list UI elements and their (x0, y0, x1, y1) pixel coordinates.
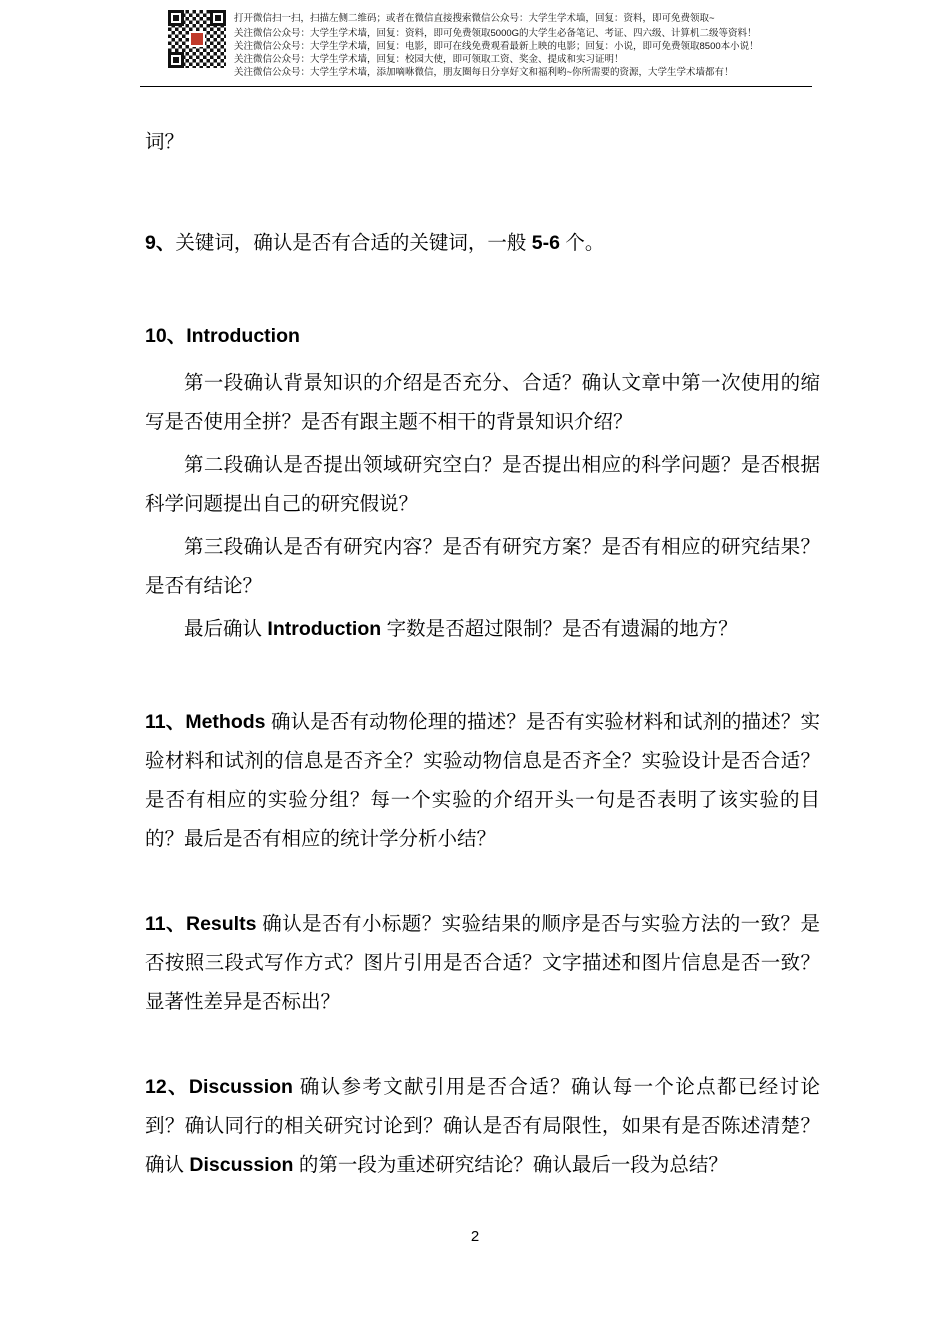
paragraph-intro-third (145, 528, 820, 606)
text-run: 的第一段为重述研究结论？确认最后一段为总结？ (293, 1154, 728, 1176)
header-line: 关注微信公众号：大学生学术墙，添加嘀咻微信，朋友圈每日分享好文和福利哟~你所需要的资源，大学生学术墙都有！ (234, 67, 734, 78)
text-run: Discussion (189, 1154, 294, 1176)
text-run: 确认是否有小标题？实验结果的顺序是否与实验方法的一致？是否按照三段式写作方式？图片引用是否合适？文字描述和图片信息是否一致？显著性差异是否标出？ (145, 913, 820, 1013)
text-run: 11、Methods (145, 711, 266, 733)
text-run: 9、 (145, 232, 176, 254)
page-number: 2 (470, 1228, 480, 1245)
qr-finder-icon (168, 10, 184, 26)
text-run: 12、Discussion (145, 1076, 293, 1098)
heading-item-10-introduction (145, 317, 820, 356)
paragraph-item-11-results (145, 905, 820, 1022)
header-line: 关注微信公众号：大学生学术墙，回复：电影，即可在线免费观看最新上映的电影；回复：小说，即可免费领取8500本小说！ (234, 41, 759, 52)
paragraph-intro-final (145, 610, 820, 649)
paragraph-item-11-methods (145, 703, 820, 859)
qr-code-icon (168, 10, 226, 68)
header-divider (140, 86, 812, 87)
paragraph-intro-second (145, 446, 820, 524)
document-body (145, 123, 820, 1185)
header-line: 关注微信公众号：大学生学术墙，回复：校园大使，即可领取工资、奖金、提成和实习证明！ (234, 54, 624, 65)
text-run: 11、Results (145, 913, 257, 935)
text-run: 词？ (145, 131, 185, 153)
text-run: 字数是否超过限制？是否有遗漏的地方？ (381, 618, 738, 640)
page-header (0, 0, 950, 79)
text-run: 最后确认 (184, 618, 268, 640)
qr-finder-icon (210, 10, 226, 26)
text-run: 确认是否有动物伦理的描述？是否有实验材料和试剂的描述？实验材料和试剂的信息是否齐全？实验动物信息是否齐全？实验设计是否合适？是否有相应的实验分组？每一个实验的介绍开头一句是否表明了该实验的目的？最后是否有相应的统计学分析小结？ (145, 711, 820, 850)
text-run: 确认参考文献引用是否合适？确认每一个论点都已经讨论到？确认同行的相关研究讨论到？确认是否有局限性，如果有是否陈述清楚？确认 (145, 1076, 820, 1176)
text-run: 个。 (559, 232, 605, 254)
header-text-block (234, 10, 759, 79)
paragraph-word-carryover (145, 123, 820, 162)
text-run: 10、Introduction (145, 325, 300, 347)
text-run: Introduction (267, 618, 382, 640)
paragraph-item-9-keywords (145, 224, 820, 263)
paragraph-item-12-discussion (145, 1068, 820, 1185)
header-line: 打开微信扫一扫，扫描左侧二维码；或者在微信直接搜索微信公众号：大学生学术墙，回复：资料，即可免费领取~ (234, 13, 715, 24)
text-run: 关键词，确认是否有合适的关键词，一般 (175, 232, 532, 254)
text-run: 第二段确认是否提出领域研究空白？是否提出相应的科学问题？是否根据科学问题提出自己的研究假说？ (145, 454, 820, 515)
paragraph-intro-first (145, 364, 820, 442)
text-run: 5-6 (531, 232, 560, 254)
qr-finder-icon (168, 52, 184, 68)
qr-logo-icon (189, 31, 205, 47)
text-run: 第一段确认背景知识的介绍是否充分、合适？确认文章中第一次使用的缩写是否使用全拼？是否有跟主题不相干的背景知识介绍？ (145, 372, 820, 433)
text-run: 第三段确认是否有研究内容？是否有研究方案？是否有相应的研究结果？是否有结论？ (145, 536, 820, 597)
header-line: 关注微信公众号：大学生学术墙，回复：资料，即可免费领取5000G的大学生必备笔记、考证、四六级、计算机二级等资料！ (234, 28, 757, 39)
